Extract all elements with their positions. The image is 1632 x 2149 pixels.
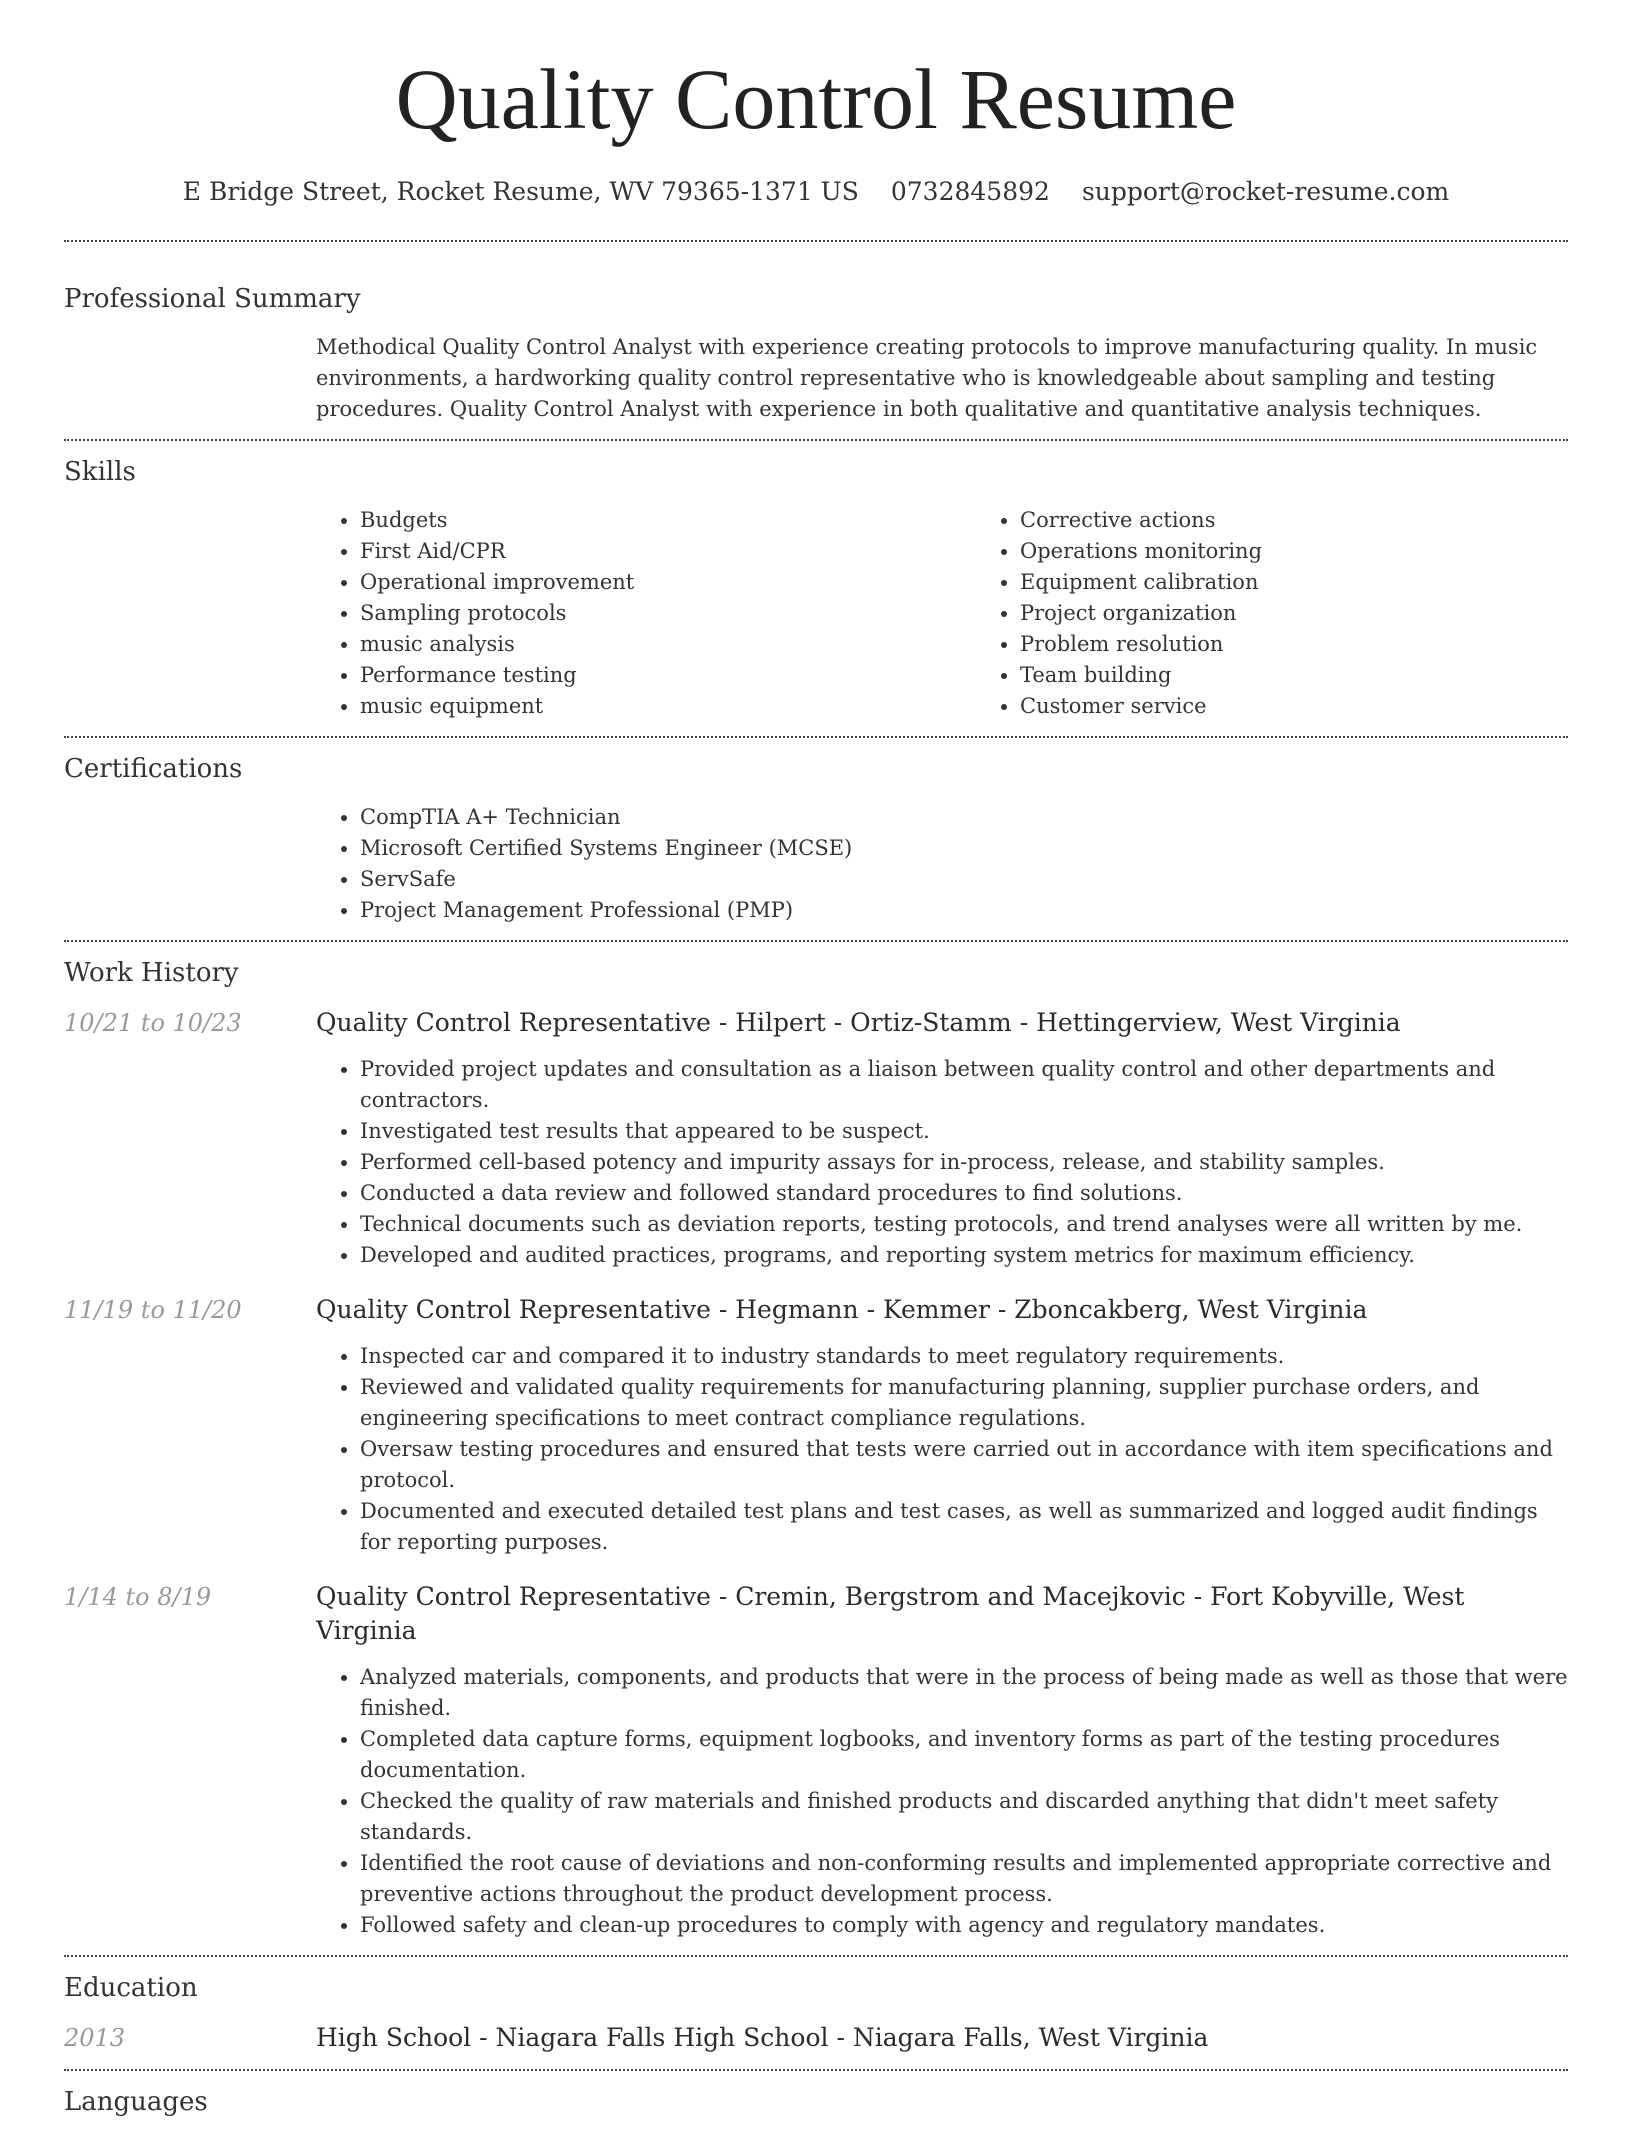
job-bullet: • Conducted a data review and followed standard procedures to find solutions. [360,1178,1568,1209]
job-bullet: • Documented and executed detailed test plans and test cases, as well as summarized and logged audit findings for reporting purposes. [360,1496,1568,1558]
education-row [64,2021,1568,2055]
job-entry [64,1293,1568,1558]
skill-item: • Budgets [360,505,976,536]
summary-content [316,332,1568,425]
skill-item: • Team building [1020,660,1632,691]
education-section [64,1957,1568,2069]
job-title: Quality Control Representative - Cremin, Bergstrom and Macejkovic - Fort Kobyville, West Virginia [316,1581,1465,1645]
skill-item: • Equipment calibration [1020,567,1632,598]
education-content [316,2021,1568,2055]
job-content [316,1006,1568,1271]
skills-heading: Skills [64,456,136,487]
skill-item: • Corrective actions [1020,505,1632,536]
contact-address: E Bridge Street, Rocket Resume, WV 79365-1371 US [182,176,859,206]
contact-phone: 0732845892 [890,176,1050,206]
job-bullet: • Inspected car and compared it to industry standards to meet regulatory requirements. [360,1341,1568,1372]
skill-item: • Operational improvement [360,567,976,598]
skills-left-spacer [64,505,316,722]
certification-item: • Microsoft Certified Systems Engineer (MCSE) [360,833,1568,864]
job-bullet: • Oversaw testing procedures and ensured that tests were carried out in accordance with item specifications and protocol. [360,1434,1568,1496]
certifications-heading: Certifications [64,753,243,784]
job-bullet: • Identified the root cause of deviations and non-conforming results and implemented appropriate corrective and preventive actions throughout the product development process. [360,1848,1568,1910]
education-year: 2013 [64,2023,126,2052]
skills-row [64,505,1568,722]
skill-item: • Project organization [1020,598,1632,629]
education-entry: High School - Niagara Falls High School - Niagara Falls, West Virginia [316,2022,1209,2052]
skills-list-left [316,505,976,722]
summary-left-spacer [64,332,316,425]
job-bullet: • Performed cell-based potency and impurity assays for in-process, release, and stability samples. [360,1147,1568,1178]
resume-header [64,0,1568,206]
job-bullet: • Provided project updates and consultation as a liaison between quality control and other departments and contractors. [360,1054,1568,1116]
languages-heading: Languages [64,2086,208,2117]
certifications-content [316,802,1568,926]
resume-title: Quality Control Resume [395,51,1237,147]
job-entry [64,1006,1568,1271]
skill-item: • First Aid/CPR [360,536,976,567]
job-title: Quality Control Representative - Hilpert - Ortiz-Stamm - Hettingerview, West Virginia [316,1007,1401,1037]
skill-item: • music analysis [360,629,976,660]
work-heading: Work History [64,957,239,988]
job-bullets [316,1054,1568,1271]
job-bullet: • Analyzed materials, components, and products that were in the process of being made as well as those that were finished. [360,1662,1568,1724]
certifications-list [316,802,1568,926]
skill-item: • Performance testing [360,660,976,691]
job-bullets [316,1662,1568,1941]
job-entry [64,1580,1568,1941]
job-bullet: • Checked the quality of raw materials and finished products and discarded anything that didn't meet safety standards. [360,1786,1568,1848]
job-content [316,1293,1568,1558]
job-dates: 1/14 to 8/19 [64,1582,212,1611]
skill-item: • Sampling protocols [360,598,976,629]
skill-item: • Problem resolution [1020,629,1632,660]
languages-section [64,2071,1568,2149]
job-title: Quality Control Representative - Hegmann - Kemmer - Zboncakberg, West Virginia [316,1294,1368,1324]
job-dates: 10/21 to 10/23 [64,1008,242,1037]
summary-heading: Professional Summary [64,283,361,314]
summary-text: Methodical Quality Control Analyst with experience creating protocols to improve manufacturing quality. In music environments, a hardworking quality control representative who is knowledgeable about sampling and testing procedures. Quality Control Analyst with experience in both qualitative and quantitative analysis techniques. [316,334,1538,421]
job-bullet: • Reviewed and validated quality requirements for manufacturing planning, supplier purchase orders, and engineering specifications to meet contract compliance regulations. [360,1372,1568,1434]
job-content [316,1580,1568,1941]
job-bullet: • Followed safety and clean-up procedures to comply with agency and regulatory mandates. [360,1910,1568,1941]
certification-item: • ServSafe [360,864,1568,895]
skills-list-right [976,505,1632,722]
certification-item: • Project Management Professional (PMP) [360,895,1568,926]
certifications-row [64,802,1568,926]
contact-line [64,177,1568,206]
work-section [64,942,1568,1955]
summary-row [64,332,1568,425]
certifications-section [64,738,1568,940]
skill-item: • Operations monitoring [1020,536,1632,567]
job-bullet: • Developed and audited practices, programs, and reporting system metrics for maximum efficiency. [360,1240,1568,1271]
summary-section [64,242,1568,439]
job-bullet: • Completed data capture forms, equipment logbooks, and inventory forms as part of the testing procedures documentation. [360,1724,1568,1786]
job-dates: 11/19 to 11/20 [64,1295,242,1324]
skill-item: • music equipment [360,691,976,722]
skills-grid [316,505,1632,722]
job-bullet: • Technical documents such as deviation reports, testing protocols, and trend analyses were all written by me. [360,1209,1568,1240]
skill-item: • Customer service [1020,691,1632,722]
skills-section [64,441,1568,736]
certifications-left-spacer [64,802,316,926]
education-heading: Education [64,1972,198,2003]
job-bullet: • Investigated test results that appeared to be suspect. [360,1116,1568,1147]
contact-email: support@rocket-resume.com [1081,176,1450,206]
certification-item: • CompTIA A+ Technician [360,802,1568,833]
job-bullets [316,1341,1568,1558]
